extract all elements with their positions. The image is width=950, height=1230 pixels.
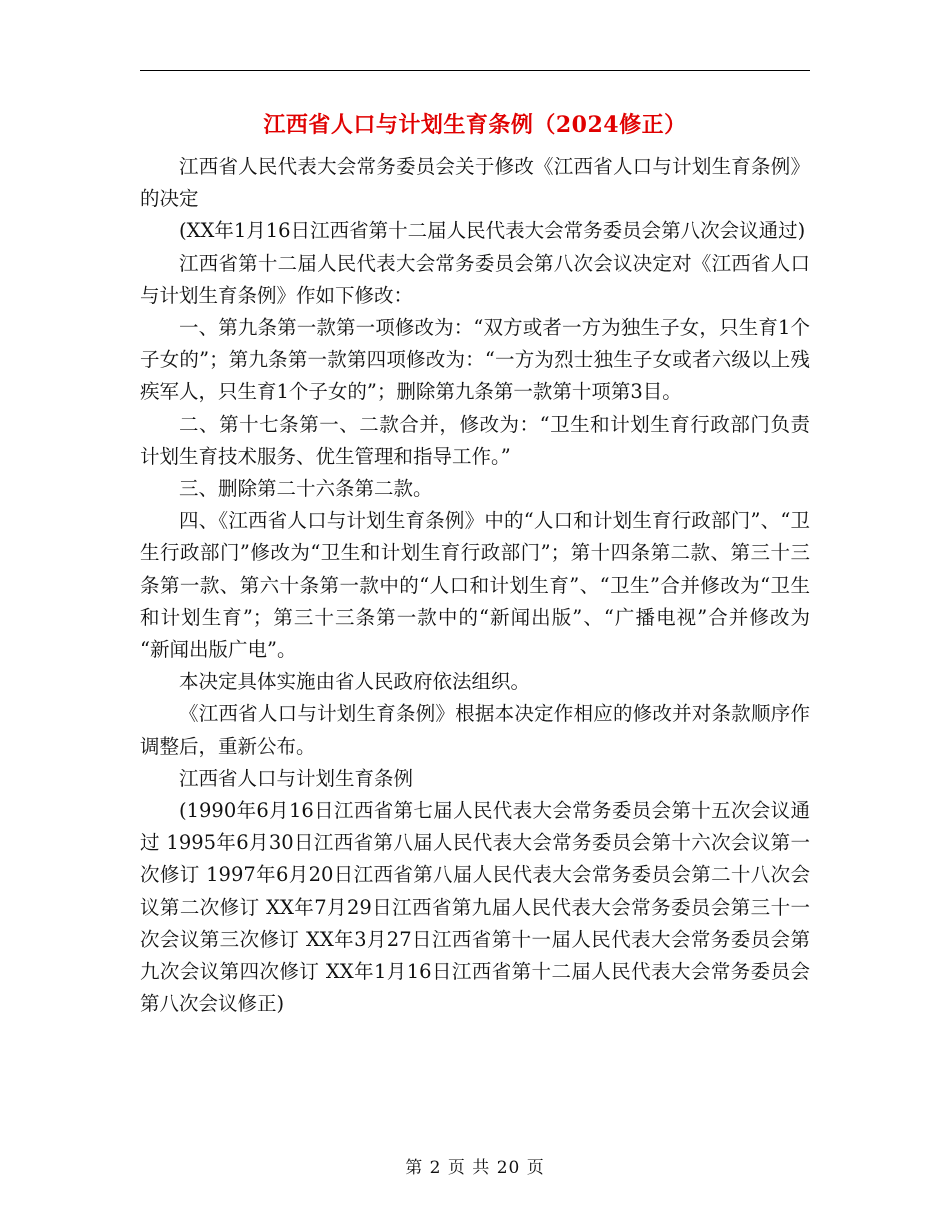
page-number-footer: 第 2 页 共 20 页 xyxy=(405,1158,545,1178)
paragraph-republication: 《江西省人口与计划生育条例》根据本决定作相应的修改并对条款顺序作调整后，重新公布。 xyxy=(140,702,810,758)
paragraph-revision-history: (1990年6月16日江西省第七届人民代表大会常务委员会第十五次会议通过 1995年6月30日江西省第八届人民代表大会常务委员会第十六次会议第一次修订 1997年6月20日江西省第八届人民代表大会常务委员会第二十八次会议第二次修订 XX年7月29日江西省第九届人民代表大会常务委员会第三十一次会议第三次修订 XX年3月27日江西省第十一届人民代表大会常务委员会第九次会议第四次修订 XX年1月16日江西省第十二届人民代表大会常务委员会第八次会议修正) xyxy=(140,799,810,1016)
header-rule xyxy=(140,70,810,71)
paragraph-amendment-3: 三、删除第二十六条第二款。 xyxy=(179,477,433,501)
paragraph-amendment-1: 一、第九条第一款第一项修改为：“双方或者一方为独生子女，只生育1个子女的”；第九条第一款第四项修改为：“一方为烈士独生子女或者六级以上残疾军人，只生育1个子女的”；删除第九条第一款第十项第3目。 xyxy=(140,316,810,404)
document-body xyxy=(140,151,810,1020)
paragraph-decision-title: 江西省人民代表大会常务委员会关于修改《江西省人口与计划生育条例》的决定 xyxy=(140,155,810,211)
paragraph-implementation: 本决定具体实施由省人民政府依法组织。 xyxy=(179,670,531,694)
paragraph-adoption-note: (XX年1月16日江西省第十二届人民代表大会常务委员会第八次会议通过) xyxy=(179,219,806,243)
paragraph-amendment-4: 四、《江西省人口与计划生育条例》中的“人口和计划生育行政部门”、“卫生行政部门”修改为“卫生和计划生育行政部门”；第十四条第二款、第三十三条第一款、第六十条第一款中的“人口和计划生育”、“卫生”合并修改为“卫生和计划生育”；第三十三条第一款中的“新闻出版”、“广播电视”合并修改为 “新闻出版广电”。 xyxy=(140,509,810,662)
paragraph-regulation-name: 江西省人口与计划生育条例 xyxy=(179,766,414,790)
paragraph-decision-intro: 江西省第十二届人民代表大会常务委员会第八次会议决定对《江西省人口与计划生育条例》作如下修改： xyxy=(140,251,810,307)
paragraph-amendment-2: 二、第十七条第一、二款合并，修改为：“卫生和计划生育行政部门负责计划生育技术服务、优生管理和指导工作。” xyxy=(140,412,810,468)
document-title: 江西省人口与计划生育条例（2024修正） xyxy=(263,112,687,138)
